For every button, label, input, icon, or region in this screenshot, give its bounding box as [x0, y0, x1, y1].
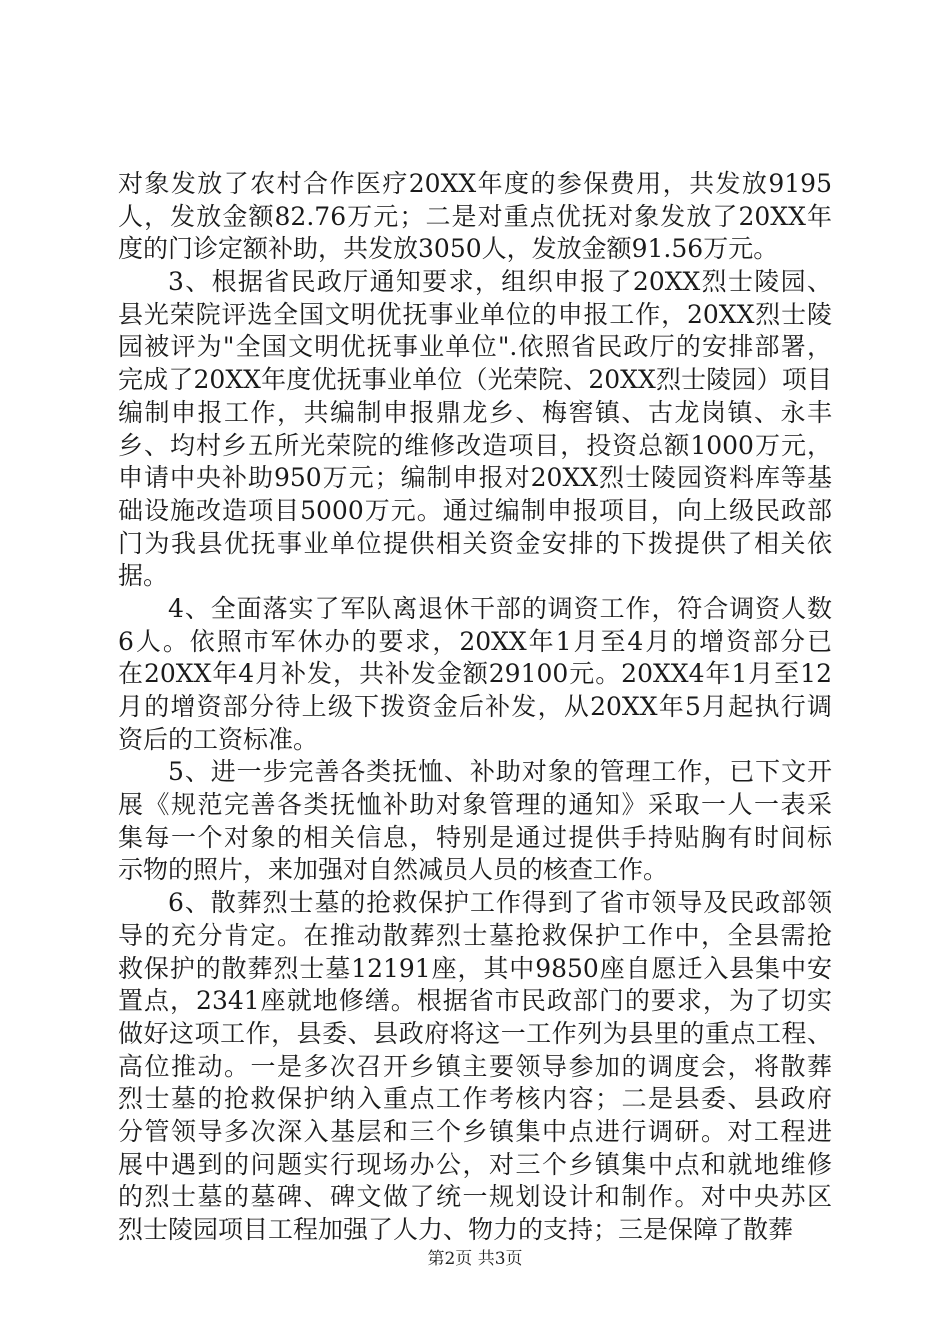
text-line: 的烈士墓的墓碑、碑文做了统一规划设计和制作。对中央苏区	[118, 1182, 832, 1212]
page-footer: 第2页 共3页	[427, 1249, 523, 1269]
text-line: 展中遇到的问题实行现场办公，对三个乡镇集中点和就地维修	[118, 1149, 832, 1179]
text-line: 础设施改造项目5000万元。通过编制申报项目，向上级民政部	[118, 495, 832, 525]
text-line: 示物的照片，来加强对自然减员人员的核查工作。	[118, 855, 669, 885]
text-line: 救保护的散葬烈士墓12191座，其中9850座自愿迁入县集中安	[118, 953, 832, 983]
text-line: 门为我县优抚事业单位提供相关资金安排的下拨提供了相关依	[118, 528, 832, 558]
text-line: 展《规范完善各类抚恤补助对象管理的通知》采取一人一表采	[118, 790, 832, 820]
text-line: 3、根据省民政厅通知要求，组织申报了20XX烈士陵园、	[168, 267, 832, 297]
text-line: 置点，2341座就地修缮。根据省市民政部门的要求，为了切实	[118, 986, 832, 1016]
document-body	[118, 168, 832, 1247]
text-line: 6人。依照市军休办的要求，20XX年1月至4月的增资部分已	[118, 626, 832, 656]
text-line: 县光荣院评选全国文明优抚事业单位的申报工作，20XX烈士陵	[118, 299, 832, 329]
text-line: 资后的工资标准。	[118, 724, 319, 754]
text-line: 高位推动。一是多次召开乡镇主要领导参加的调度会，将散葬	[118, 1051, 832, 1081]
paragraph	[118, 756, 832, 887]
text-line: 月的增资部分待上级下拨资金后补发，从20XX年5月起执行调	[118, 692, 832, 721]
text-line: 5、进一步完善各类抚恤、补助对象的管理工作，已下文开	[168, 757, 832, 787]
text-line: 烈士陵园项目工程加强了人力、物力的支持；三是保障了散葬	[118, 1215, 794, 1244]
text-line: 完成了20XX年度优抚事业单位（光荣院、20XX烈士陵园）项目	[118, 365, 832, 395]
text-line: 集每一个对象的相关信息，特别是通过提供手持贴胸有时间标	[118, 822, 832, 852]
paragraph	[118, 168, 832, 266]
text-line: 据。	[118, 561, 169, 591]
text-line: 分管领导多次深入基层和三个乡镇集中点进行调研。对工程进	[118, 1116, 832, 1146]
text-line: 烈士墓的抢救保护纳入重点工作考核内容；二是县委、县政府	[118, 1084, 832, 1114]
text-line: 乡、均村乡五所光荣院的维修改造项目，投资总额1000万元，	[118, 430, 832, 460]
text-line: 人，发放金额82.76万元；二是对重点优抚对象发放了20XX年	[118, 201, 832, 231]
text-line: 园被评为"全国文明优抚事业单位".依照省民政厅的安排部署，	[118, 332, 832, 362]
paragraph	[118, 266, 832, 593]
text-line: 6、散葬烈士墓的抢救保护工作得到了省市领导及民政部领	[168, 888, 832, 918]
text-line: 对象发放了农村合作医疗20XX年度的参保费用，共发放9195	[118, 169, 832, 198]
paragraph	[118, 593, 832, 756]
text-line: 导的充分肯定。在推动散葬烈士墓抢救保护工作中，全县需抢	[118, 920, 832, 950]
text-line: 在20XX年4月补发，共补发金额29100元。20XX4年1月至12	[118, 659, 832, 689]
text-line: 编制申报工作，共编制申报鼎龙乡、梅窖镇、古龙岗镇、永丰	[118, 397, 832, 427]
text-line: 申请中央补助950万元；编制申报对20XX烈士陵园资料库等基	[118, 463, 832, 493]
text-line: 度的门诊定额补助，共发放3050人，发放金额91.56万元。	[118, 234, 779, 264]
paragraph	[118, 887, 832, 1247]
text-line: 做好这项工作，县委、县政府将这一工作列为县里的重点工程、	[118, 1018, 832, 1048]
text-line: 4、全面落实了军队离退休干部的调资工作，符合调资人数	[168, 593, 832, 623]
